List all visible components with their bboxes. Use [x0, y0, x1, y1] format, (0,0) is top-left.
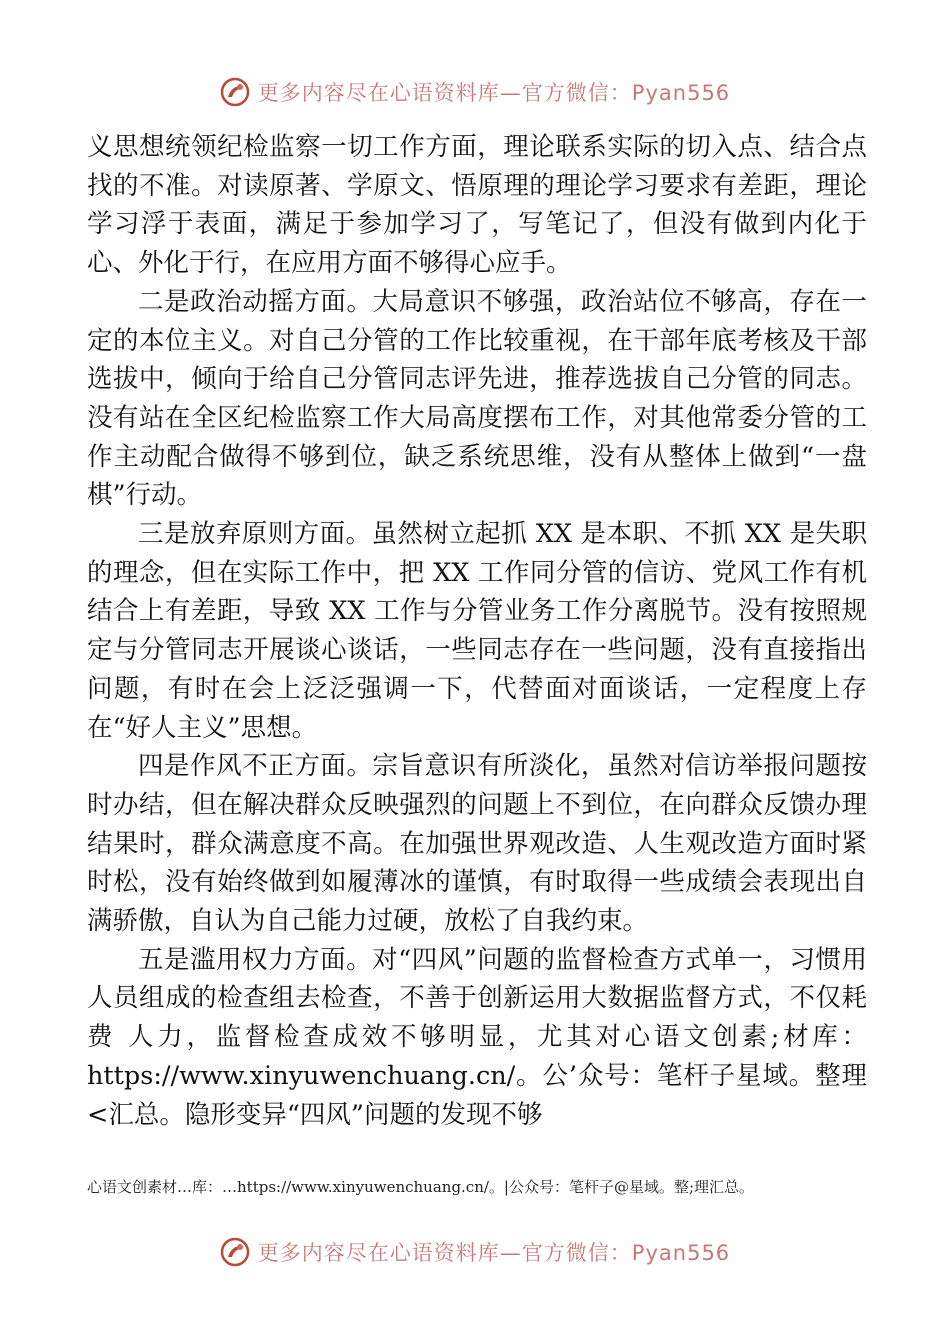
footer-banner — [0, 1232, 950, 1272]
flower-logo-icon — [220, 77, 250, 107]
paragraph-power: 五是滥用权力方面。对“四风”问题的监督检查方式单一，习惯用人员组成的检查组去检查，不善于创新运用大数据监督方式，不仅耗费 人力，监督检查成效不够明显，尤其对心语文创素;材库：https://www.xinyuwenchuang.cn/。公’众号：笔杆子星域。整理<汇总。隐形变异“四风”问题的发现不够 — [87, 944, 867, 1130]
header-banner-text: 更多内容尽在心语资料库—官方微信：Pyan556 — [257, 81, 731, 105]
paragraph-principle: 三是放弃原则方面。虽然树立起抓 XX 是本职、不抓 XX 是失职的理念，但在实际工作中，把 XX 工作同分管的信访、党风工作有机结合上有差距，导致 XX 工作与分管业务工作分离脱节。没有按照规定与分管同志开展谈心谈话，一些同志存在一些问题，没有直接指出问题，有时在会上泛泛强调一下，代替面对面谈话，一定程度上存在“好人主义”思想。 — [87, 519, 867, 743]
paragraph-continuation: 义思想统领纪检监察一切工作方面，理论联系实际的切入点、结合点找的不准。对读原著、学原文、悟原理的理论学习要求有差距，理论 学习浮于表面，满足于参加学习了，写笔记了，但没有做到内化于心、外化于行，在应用方面不够得心应手。 — [87, 132, 867, 279]
footer-note: 心语文创素材…库：…https://www.xinyuwenchuang.cn/。|公众号：笔杆子@星域。整;理汇总。 — [87, 1178, 755, 1196]
paragraph-style: 四是作风不正方面。宗旨意识有所淡化，虽然对信访举报问题按时办结，但在解决群众反映强烈的问题上不到位，在向群众反馈办理结果时，群众满意度不高。在加强世界观改造、人生观改造方面时紧时松，没有始终做到如履薄冰的谨慎，有时取得一些成绩会表现出自满骄傲，自认为自己能力过硬，放松了自我约束。 — [87, 751, 867, 937]
document-body — [87, 128, 867, 1134]
footer-banner-text: 更多内容尽在心语资料库—官方微信：Pyan556 — [257, 1241, 731, 1265]
header-banner — [0, 72, 950, 112]
flower-logo-icon — [220, 1237, 250, 1267]
paragraph-political: 二是政治动摇方面。大局意识不够强，政治站位不够高，存在一 定的本位主义。对自己分管的工作比较重视，在干部年底考核及干部 选拔中，倾向于给自己分管同志评先进，推荐选拔自己分管的同志。 没有站在全区纪检监察工作大局高度摆布工作，对其他常委分管的工 作主动配合做得不够到位，缺乏系统思维，没有从整体上做到“一盘棋”行动。 — [87, 286, 867, 511]
